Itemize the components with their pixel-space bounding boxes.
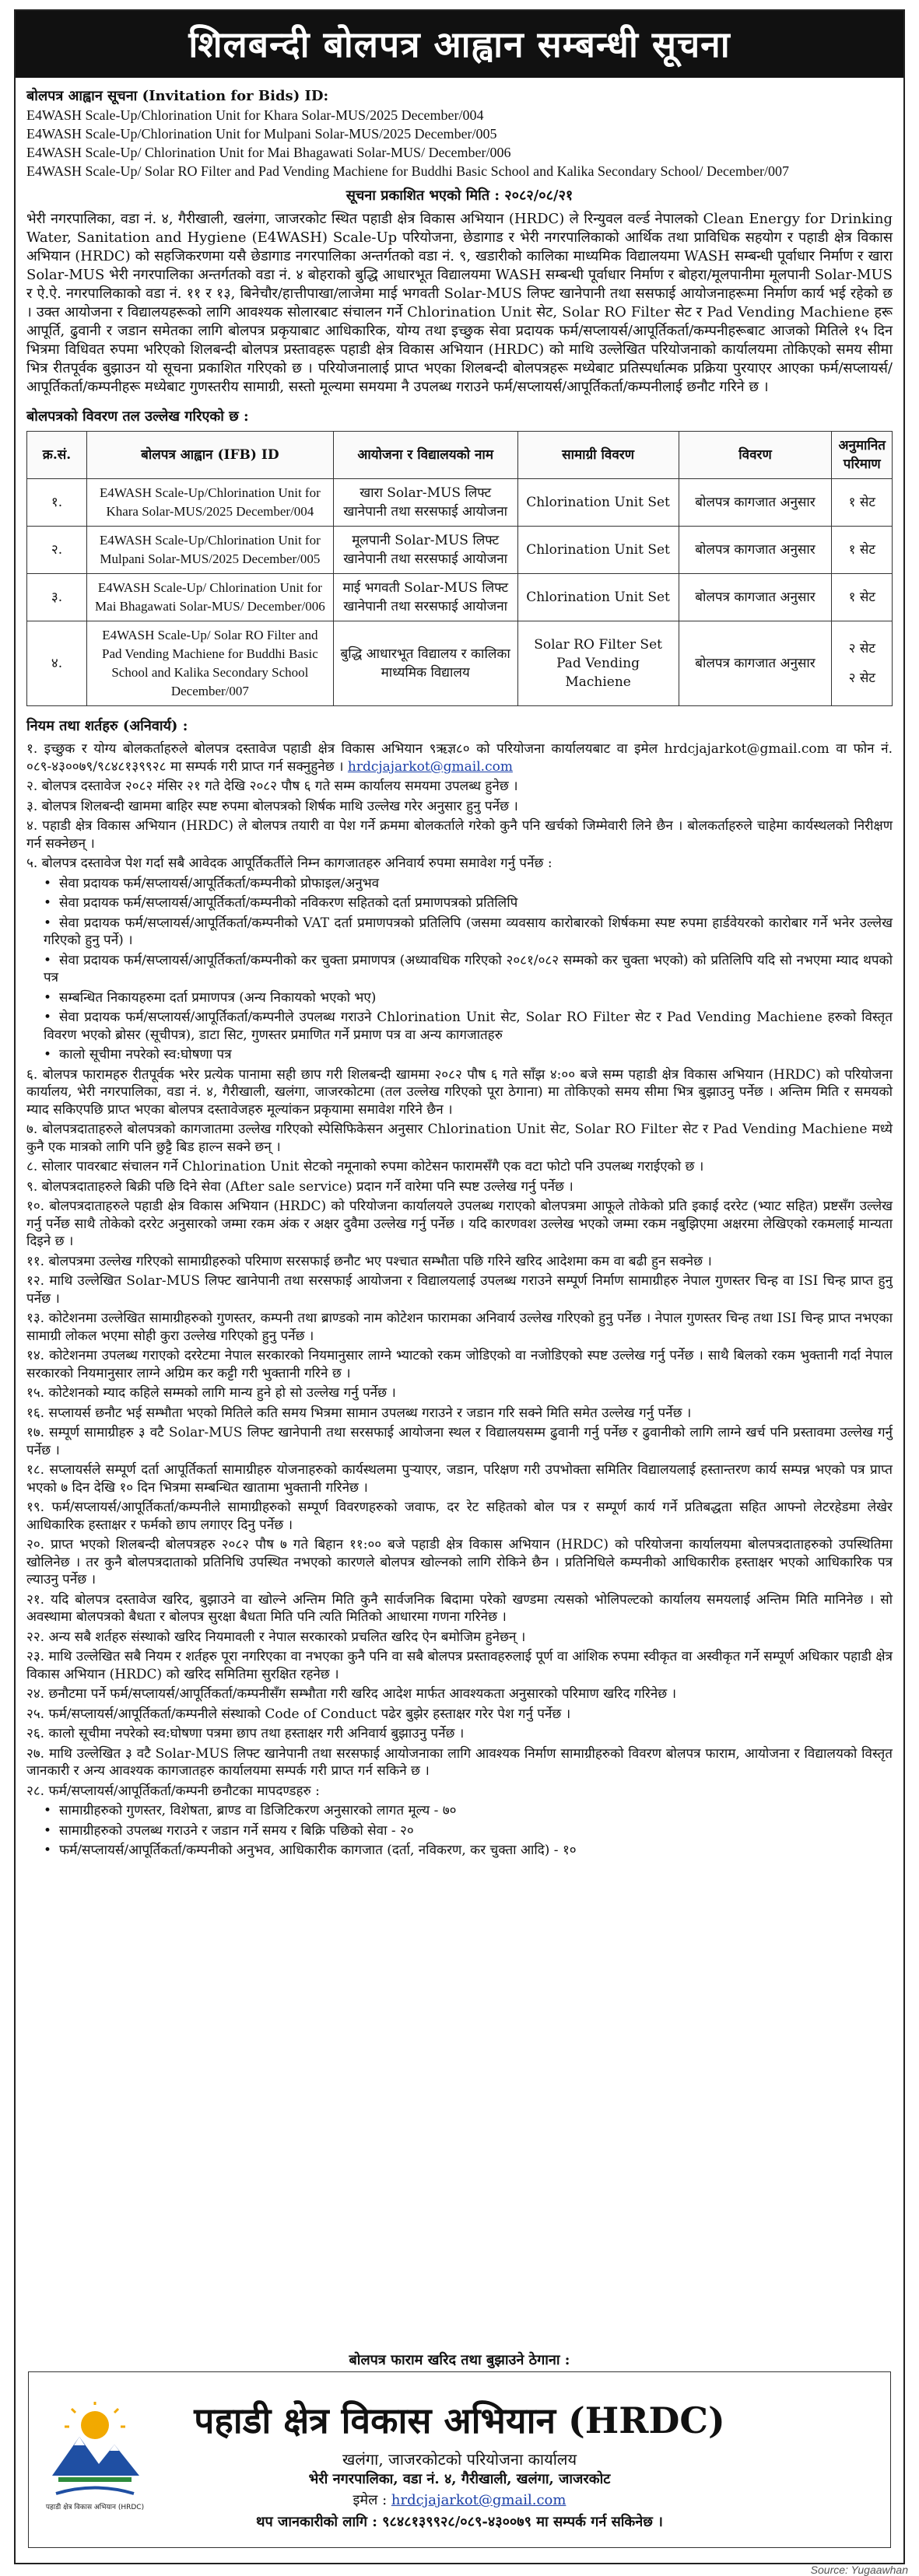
term-item: ८. सोलार पावरबाट संचालन गर्ने Chlorination Unit सेटको नमूनाको रुपमा कोटेसन फारामसँगै एक वटा फोटो पनि उपलब्ध गराईएको छ । bbox=[26, 1159, 704, 1174]
table-title: बोलपत्रको विवरण तल उल्लेख गरिएको छ : bbox=[26, 408, 249, 425]
ifb-heading: बोलपत्र आह्वान सूचना (Invitation for Bids) ID: bbox=[26, 88, 329, 104]
cell-project: माई भगवती Solar-MUS लिफ्ट खानेपानी तथा सरसफाई आयोजना bbox=[333, 574, 517, 621]
cell-detail: बोलपत्र कागजात अनुसार bbox=[679, 479, 832, 527]
term-item: १५. कोटेशनको म्याद कहिले सम्मको लागि मान्य हुने हो सो उल्लेख गर्नु पर्नेछ । bbox=[26, 1385, 396, 1401]
term-text: १. इच्छुक र योग्य बोलकर्ताहरुले बोलपत्र दस्तावेज पहाडी क्षेत्र विकास अभियान ९ऋज्ञ८० को परियोजना कार्यालयबाट वा इमेल hrdcjajarkot@gmail.com वा फोन नं. ०८९-४३००७९/९८४८१३९९२८ मा सम्पर्क गरी प्राप्त गर्न सक्नुहुनेछ । bbox=[26, 741, 893, 775]
qty-line: २ सेट bbox=[848, 670, 875, 686]
term-subitem: • सेवा प्रदायक फर्म/सप्लायर्स/आपूर्तिकर्ता/कम्पनीको VAT दर्ता प्रमाणपत्रको प्रतिलिपि (जसमा व्यवसाय कारोबारको शिर्षकमा स्पष्ट रुपमा हार्डवेयरको कारोबार गर्ने भनेर उल्लेख गरिएको हुनु पर्ने) । bbox=[44, 915, 893, 950]
term-item: ६. बोलपत्र फारामहरु रीतपूर्वक भरेर प्रत्येक पानामा सही छाप गरी शिलबन्दी खाममा २०८२ पौष ६ गते साँझ ४:०० बजे सम्म पहाडी क्षेत्र विकास अभियान (HRDC) को परियोजना कार्यालय, भेरी नगरपालिका, वडा नं. ४, गैरीखाली, खलंगा, जाजरकोटमा (तल उल्लेख गरिएको पूरा ठेगाना) मा तोकिएको समय सीमा भित्र बुझाउनु पर्नेछ । अन्तिम मिति र समयको म्याद सकिएपछि प्राप्त भएका बोलपत्र दस्तावेजहरु मूल्यांकन प्रकृयामा समावेश गरिने छैन । bbox=[26, 1066, 893, 1118]
contact-line: थप जानकारीको लागि : ९८४८१३९९२८/०८९-४३००७९ मा सम्पर्क गर्न सकिनेछ । bbox=[256, 2514, 663, 2530]
cell-detail: बोलपत्र कागजात अनुसार bbox=[679, 527, 832, 574]
cell-project: खारा Solar-MUS लिफ्ट खानेपानी तथा सरसफाई आयोजना bbox=[333, 479, 517, 527]
term-item: ४. पहाडी क्षेत्र विकास अभियान (HRDC) ले बोलपत्र तयारी वा पेश गर्ने क्रममा बोलकर्ताले गरेको कुनै पनि खर्चको जिम्मेवारी लिने छैन । बोलकर्ताहरुले चाहेमा कार्यस्थलको निरीक्षण गर्न सक्नेछन् । bbox=[26, 818, 893, 852]
table-row bbox=[27, 574, 893, 621]
email-link[interactable]: hrdcjajarkot@gmail.com bbox=[347, 758, 513, 775]
cell-ifb: E4WASH Scale-Up/Chlorination Unit for Mulpani Solar-MUS/2025 December/005 bbox=[86, 527, 333, 574]
cell-material: Chlorination Unit Set bbox=[517, 527, 679, 574]
cell-sn: २. bbox=[27, 527, 87, 574]
term-item: ७. बोलपत्रदाताहरुले बोलपत्रको कागजातमा उल्लेख गरिएको स्पेसिफिकेसन अनुसार Chlorination Unit सेट, Solar RO Filter सेट र Pad Vending Machiene मध्ये कुनै एक मात्रको लागि पनि छुट्टै बिड हाल्न सक्ने छन् । bbox=[26, 1122, 893, 1155]
cell-ifb: E4WASH Scale-Up/ Chlorination Unit for Mai Bhagawati Solar-MUS/ December/006 bbox=[86, 574, 333, 621]
col-header: अनुमानित परिमाण bbox=[832, 432, 893, 479]
term-subitem: • कालो सूचीमा नपरेको स्व:घोषणा पत्र bbox=[44, 1046, 893, 1064]
ifb-id-line: E4WASH Scale-Up/Chlorination Unit for Khara Solar-MUS/2025 December/004 bbox=[26, 107, 484, 123]
cell-sn: ४. bbox=[27, 621, 87, 706]
col-header: बोलपत्र आह्वान (IFB) ID bbox=[86, 432, 333, 479]
email-label: इमेल : bbox=[353, 2492, 388, 2508]
cell-qty: १ सेट bbox=[832, 479, 893, 527]
cell-project: बुद्धि आधारभूत विद्यालय र कालिका माध्यमिक विद्यालय bbox=[333, 621, 517, 706]
term-item: १२. माथि उल्लेखित Solar-MUS लिफ्ट खानेपानी तथा सरसफाई आयोजना र विद्यालयलाई उपलब्ध गराउने सम्पूर्ण निर्माण सामाग्रीहरु नेपाल गुणस्तर चिन्ह वा ISI चिन्ह प्राप्त हुनु पर्नेछ । bbox=[26, 1273, 893, 1307]
term-item: २०. प्राप्त भएको शिलबन्दी बोलपत्रहरु २०८२ पौष ७ गते बिहान ११:०० बजे पहाडी क्षेत्र विकास अभियान (HRDC) को परियोजना कार्यालयमा बोलपत्रदाताहरुको उपस्थितिमा खोलिनेछ । तर कुनै बोलपत्रदाताको प्रतिनिधि उपस्थित नभएको कारणले बोलपत्र खोल्नको लागि रोकिने छैन । प्रतिनिधिले कम्पनीको आधिकारीक हस्ताक्षर भएको आधिकारिक पत्र ल्याउनु पर्नेछ । bbox=[26, 1537, 893, 1587]
notice-banner bbox=[16, 11, 903, 78]
office-address: भेरी नगरपालिका, वडा नं. ४, गैरीखाली, खलंगा, जाजरकोट bbox=[308, 2471, 611, 2487]
term-item: २. बोलपत्र दस्तावेज २०८२ मंसिर २१ गते देखि २०८२ पौष ६ गते सम्म कार्यालय समयमा उपलब्ध हुनेछ । bbox=[26, 779, 518, 794]
term-item: २५. फर्म/सप्लायर्स/आपूर्तिकर्ता/कम्पनीले संस्थाको Code of Conduct पढेर बुझेर हस्ताक्षर गरेर पेश गर्नु पर्नेछ । bbox=[26, 1706, 571, 1722]
logo-caption: पहाडी क्षेत्र विकास अभियान (HRDC) bbox=[45, 2504, 145, 2511]
term-item: १०. बोलपत्रदाताहरुले पहाडी क्षेत्र विकास अभियान (HRDC) को परियोजना कार्यालयले उपलब्ध गराएको बोलपत्रमा आफूले तोकेको प्रति इकाई दररेट (भ्याट सहित) प्रष्टसँग उल्लेख गर्नु पर्नेछ साथै तोकेको दररेट अनुसारको जम्मा रकम अंक र अक्षर दुवैमा उल्लेख गर्नु पर्नेछ । यदि कारणवश उल्लेख भएको जम्मा रकम नबुझिएमा अक्षरमा लेखिएको रकमलाई मान्यता दिइने छ । bbox=[26, 1199, 893, 1249]
table-row bbox=[27, 479, 893, 527]
ifb-id-line: E4WASH Scale-Up/Chlorination Unit for Mulpani Solar-MUS/2025 December/005 bbox=[26, 126, 497, 142]
bid-table bbox=[26, 431, 893, 706]
cell-material: Chlorination Unit Set bbox=[517, 574, 679, 621]
publish-date: सूचना प्रकाशित भएको मिति : २०८२/०८/२१ bbox=[346, 187, 573, 204]
term-item: ५. बोलपत्र दस्तावेज पेश गर्दा सबै आवेदक आपूर्तिकर्तीले निम्न कागजातहरु अनिवार्य रुपमा समावेश गर्नु पर्नेछ : bbox=[26, 856, 552, 871]
qty-line: २ सेट bbox=[848, 641, 875, 656]
term-item: १७. सम्पूर्ण सामाग्रीहरु ३ वटै Solar-MUS लिफ्ट खानेपानी तथा सरसफाई आयोजना स्थल र विद्यालयसम्म ढुवानी गर्नु पर्नेछ र ढुवानीको लागि लाग्ने खर्च पनि प्रस्तावमा उल्लेख गर्नु पर्नेछ । bbox=[26, 1425, 893, 1458]
cell-project: मूलपानी Solar-MUS लिफ्ट खानेपानी तथा सरसफाई आयोजना bbox=[333, 527, 517, 574]
banner-title: शिलबन्दी बोलपत्र आह्वान सम्बन्धी सूचना bbox=[188, 23, 731, 65]
term-subitem: • सेवा प्रदायक फर्म/सप्लायर्स/आपूर्तिकर्ता/कम्पनीको कर चुक्ता प्रमाणपत्र (अध्यावधिक गरिएको २०८१/०८२ सम्मको कर चुक्ता भएको) को प्रतिलिपि यदि सो नभएमा म्याद थपको पत्र bbox=[44, 952, 893, 987]
term-item: १८. सप्लायर्सले सम्पूर्ण दर्ता आपूर्तिकर्ता सामाग्रीहरु योजनाहरुको कार्यस्थलमा पुऱ्याएर, जडान, परिक्षण गरी उपभोक्ता समितिर विद्यालयलाई हस्तान्तरण कार्य सम्पन्न भएको पत्र प्राप्त भएको ७ दिन देखि १० दिन भित्रमा सम्बन्धित खातामा भुक्तानी गरिनेछ । bbox=[26, 1462, 893, 1496]
term-item: २८. फर्म/सप्लायर्स/आपूर्तिकर्ता/कम्पनी छनौटका मापदण्डहरु : bbox=[26, 1783, 320, 1799]
cell-material: Chlorination Unit Set bbox=[517, 479, 679, 527]
term-item bbox=[26, 740, 893, 775]
term-item: १३. कोटेशनमा उल्लेखित सामाग्रीहरुको गुणस्तर, कम्पनी तथा ब्राण्डको नाम कोटेशन फारामका अनिवार्य उल्लेख गरिएको हुनु पर्नेछ । नेपाल गुणस्तर चिन्ह तथा ISI चिन्ह प्राप्त नभएका सामाग्री लोकल भएमा सोही कुरा उल्लेख गरिएको हुनु पर्नेछ । bbox=[26, 1311, 893, 1344]
col-header: सामाग्री विवरण bbox=[517, 432, 679, 479]
cell-material: Solar RO Filter Set Pad Vending Machiene bbox=[517, 621, 679, 706]
terms-list bbox=[26, 740, 893, 1860]
cell-ifb: E4WASH Scale-Up/Chlorination Unit for Khara Solar-MUS/2025 December/004 bbox=[86, 479, 333, 527]
term-subitem: • सेवा प्रदायक फर्म/सप्लायर्स/आपूर्तिकर्ता/कम्पनीले उपलब्ध गराउने Chlorination Unit सेट, Solar RO Filter सेट र Pad Vending Machiene हरुको विस्तृत विवरण भएको ब्रोसर (सूचीपत्र), डाटा सिट, गुणस्तर प्रमाणित गर्ने प्रमाण पत्र वा अन्य कागजातहरु bbox=[44, 1009, 893, 1044]
cell-qty: १ सेट bbox=[832, 574, 893, 621]
cell-sn: ३. bbox=[27, 574, 87, 621]
cell-ifb: E4WASH Scale-Up/ Solar RO Filter and Pad Vending Machiene for Buddhi Basic School and Kalika Secondary School December/007 bbox=[86, 621, 333, 706]
term-item: २३. माथि उल्लेखित सबै नियम र शर्तहरु पूरा नगरिएका वा नभएका कुनै पनि वा सबै बोलपत्र प्रस्तावहरुलाई पूर्ण वा आंशिक रुपमा स्वीकृत वा अस्वीकृत गर्ने सम्पूर्ण अधिकार पहाडी क्षेत्र विकास अभियान (HRDC) को खरिद समितिमा सुरक्षित रहनेछ । bbox=[26, 1649, 893, 1682]
term-item: १६. सप्लायर्स छनौट भई सम्भौता भएको मितिले कति समय भित्रमा सामान उपलब्ध गराउने र जडान गरि सक्ने मिति समेत उल्लेख गर्नु पर्नेछ । bbox=[26, 1405, 692, 1421]
term-subitem: • सेवा प्रदायक फर्म/सप्लायर्स/आपूर्तिकर्ता/कम्पनीको प्रोफाइल/अनुभव bbox=[44, 875, 893, 893]
term-item: २२. अन्य सबै शर्तहरु संस्थाको खरिद नियमावली र नेपाल सरकारको प्रचलित खरिद ऐन बमोजिम हुनेछन् । bbox=[26, 1629, 526, 1645]
term-subitem: • सेवा प्रदायक फर्म/सप्लायर्स/आपूर्तिकर्ता/कम्पनीको नविकरण सहितको दर्ता प्रमाणपत्रको प्रतिलिपि bbox=[44, 894, 893, 912]
term-item: १४. कोटेशनमा उपलब्ध गराएको दररेटमा नेपाल सरकारको नियमानुसार लाग्ने भ्याटको रकम जोडिएको वा नजोडिएको स्पष्ट उल्लेख गर्नु पर्नेछ । साथै बिलको रकम भुक्तानी गर्दा नेपाल सरकारको नियमानुसार लाग्ने अग्रिम कर कट्टी गरी भुक्तानी गरिने छ । bbox=[26, 1348, 893, 1381]
term-item: २६. कालो सूचीमा नपरेको स्व:घोषणा पत्रमा छाप तथा हस्ताक्षर गरी अनिवार्य बुझाउनु पर्नेछ । bbox=[26, 1726, 465, 1741]
term-item: २४. छनौटमा पर्ने फर्म/सप्लायर्स/आपूर्तिकर्ता/कम्पनीसँग सम्भौता गरी खरिद आदेश मार्फत आवश्यकता अनुसारको परिमाण खरिद गरिनेछ । bbox=[26, 1686, 677, 1702]
cell-qty bbox=[832, 621, 893, 706]
cell-detail: बोलपत्र कागजात अनुसार bbox=[679, 574, 832, 621]
office-name: खलंगा, जाजरकोटको परियोजना कार्यालय bbox=[342, 2450, 577, 2469]
notice-body bbox=[16, 78, 903, 1860]
footer-email-link[interactable]: hrdcjajarkot@gmail.com bbox=[391, 2492, 566, 2508]
table-header-row bbox=[27, 432, 893, 479]
col-header: विवरण bbox=[679, 432, 832, 479]
criteria-item: • सामाग्रीहरुको गुणस्तर, विशेषता, ब्राण्ड वा डिजिटिकरण अनुसारको लागत मूल्य - ७० bbox=[44, 1802, 893, 1820]
term-subitem: • सम्बन्धित निकायहरुमा दर्ता प्रमाणपत्र (अन्य निकायको भएको भए) bbox=[44, 989, 893, 1007]
term-item: ३. बोलपत्र शिलबन्दी खाममा बाहिर स्पष्ट रुपमा बोलपत्रको शिर्षक माथि उल्लेख गरेर अनुसार हुनु पर्नेछ । bbox=[26, 798, 518, 814]
table-row bbox=[27, 621, 893, 706]
terms-title: नियम तथा शर्तहरु (अनिवार्य) : bbox=[26, 718, 188, 734]
col-header: आयोजना र विद्यालयको नाम bbox=[333, 432, 517, 479]
source-credit: Source: Yugaawhan bbox=[810, 2564, 908, 2576]
cell-detail: बोलपत्र कागजात अनुसार bbox=[679, 621, 832, 706]
cell-sn: १. bbox=[27, 479, 87, 527]
ifb-id-line: E4WASH Scale-Up/ Solar RO Filter and Pad Vending Machiene for Buddhi Basic School and Kalika Secondary School/ December/007 bbox=[26, 163, 789, 179]
col-header: क्र.सं. bbox=[27, 432, 87, 479]
organization-name: पहाडी क्षेत्र विकास अभियान (HRDC) bbox=[194, 2399, 725, 2441]
term-item: ९. बोलपत्रदाताहरुले बिक्री पछि दिने सेवा (After sale service) प्रदान गर्ने वारेमा पनि स्पष्ट उल्लेख गर्नु पर्नेछ । bbox=[26, 1178, 573, 1195]
cell-qty: १ सेट bbox=[832, 527, 893, 574]
term-item: २७. माथि उल्लेखित ३ वटै Solar-MUS लिफ्ट खानेपानी तथा सरसफाई आयोजनाका लागि आवश्यक निर्माण सामाग्रीहरुको विवरण बोलपत्र फाराम, आयोजना र विद्यालयको विस्तृत जानकारी र अन्य आवश्यक कागजातहरु कार्यालयमा सम्पर्क गरी प्राप्त गर्न सकिने छ । bbox=[26, 1745, 893, 1779]
organization-footer bbox=[28, 2371, 891, 2548]
term-item: २१. यदि बोलपत्र दस्तावेज खरिद, बुझाउने वा खोल्ने अन्तिम मिति कुनै सार्वजनिक बिदामा परेको खण्डमा त्यसको भोलिपल्टको कार्यालय समयलाई अन्तिम मिति मानिनेछ । सो अवस्थामा बोलपत्रको बैधता र बोलपत्र सुरक्षा बैधता मिति पनि त्यति मितिको आधारमा गणना गरिनेछ । bbox=[26, 1591, 893, 1625]
criteria-item: • सामाग्रीहरुको उपलब्ध गराउने र जडान गर्ने समय र बिक्रि पछिको सेवा - २० bbox=[44, 1822, 893, 1840]
notice-page bbox=[14, 9, 905, 2564]
table-row bbox=[27, 527, 893, 574]
term-item: १९. फर्म/सप्लायर्स/आपूर्तिकर्ता/कम्पनीले सामाग्रीहरुको सम्पूर्ण विवरणहरुको जवाफ, दर रेट सहितको बोल पत्र र सम्पूर्ण कार्य गर्ने प्रतिबद्धता सहित आफ्नो लेटरहेडमा लेखेर आधिकारिक हस्ताक्षर र फर्मको छाप लगाएर दिनु पर्नेछ । bbox=[26, 1500, 893, 1533]
footer-email-line bbox=[29, 2490, 890, 2509]
form-address-note: बोलपत्र फाराम खरिद तथा बुझाउने ठेगाना : bbox=[349, 2352, 570, 2368]
intro-paragraph: भेरी नगरपालिका, वडा नं. ४, गैरीखाली, खलंगा, जाजरकोट स्थित पहाडी क्षेत्र विकास अभियान (HRDC) ले रिन्युवल वर्ल्ड नेपालको Clean Energy for Drinking Water, Sanitation and Hygiene (E4WASH) Scale-Up परियोजना, छेडागाड र भेरी नगरपालिकाको आर्थिक तथा प्राविधिक सहयोग र पहाडी क्षेत्र विकास अभियान (HRDC) को सहजिकरणमा यसै छेडागाड नगरपालिका अन्तर्गतको वडा नं. ९, खडारीको कालिका माध्यमिक विद्यालयमा WASH सम्बन्धी पूर्वाधार निर्माण र खारा Solar-MUS भेरी नगरपालिका अन्तर्गतको वडा नं. ४ बोहराको बुद्धि आधारभूत विद्यालयमा WASH सम्बन्धी पूर्वाधार निर्माण र बोहरा/मूलपानीमा मूलपानी Solar-MUS र ऐ.ऐ. नगरपालिकाको वडा नं. ११ र १३, बिनेचौर/हात्तीपाखा/लाजेमा माई भगवती Solar-MUS लिफ्ट खानेपानी तथा ससफाई आयोजनाहरूमा निर्माण कार्य भई रहेको छ । उक्त आयोजना र विद्यालयहरूको लागि आवश्यक सोलारबाट संचालन गर्ने Chlorination Unit सेट, Solar RO Filter सेट र Pad Vending Machiene हरू आपूर्ति, ढुवानी र जडान समेतका लागि बोलपत्र प्रकृयाबाट आधिकारिक, योग्य तथा इच्छुक सेवा प्रदायक फर्म/सप्लायर्स/आपूर्तिकर्ता/कम्पनीहरूबाट आजको मितिले १५ दिन भित्रमा विधिवत रुपमा भरिएको शिलबन्दी बोलपत्र प्रस्तावहरू पहाडी क्षेत्र विकास अभियान (HRDC) को माथि उल्लेखित परियोजनाको कार्यालयमा तोकिएको समय सीमा भित्र रीतपूर्वक बुझाउन यो सूचना प्रकाशित गरिएको छ । परियोजनालाई प्राप्त भएका शिलबन्दी बोलपत्रहरू मध्येबाट प्रतिस्पर्धात्मक प्रक्रिया पुरयाएर आएका फर्म/सप्लायर्स/आपूर्तिकर्ता/कम्पनीहरू मध्येबाट गुणस्तरीय सामाग्री, सस्तो मूल्यमा समयमा नै उपलब्ध गराउने फर्म/सप्लायर्स/आपूर्तिकर्ता/कम्पनीलाई छनौट गरिने छ । bbox=[26, 211, 893, 395]
criteria-item: • फर्म/सप्लायर्स/आपूर्तिकर्ता/कम्पनीको अनुभव, आधिकारीक कागजात (दर्ता, नविकरण, कर चुक्ता आदि) - १० bbox=[44, 1842, 893, 1860]
term-item: ११. बोलपत्रमा उल्लेख गरिएको सामाग्रीहरुको परिमाण सरसफाई छनौट भए पश्चात सम्भौता पछि गरिने खरिद आदेशमा कम वा बढी हुन सक्नेछ । bbox=[26, 1253, 712, 1269]
ifb-id-line: E4WASH Scale-Up/ Chlorination Unit for Mai Bhagawati Solar-MUS/ December/006 bbox=[26, 145, 511, 160]
